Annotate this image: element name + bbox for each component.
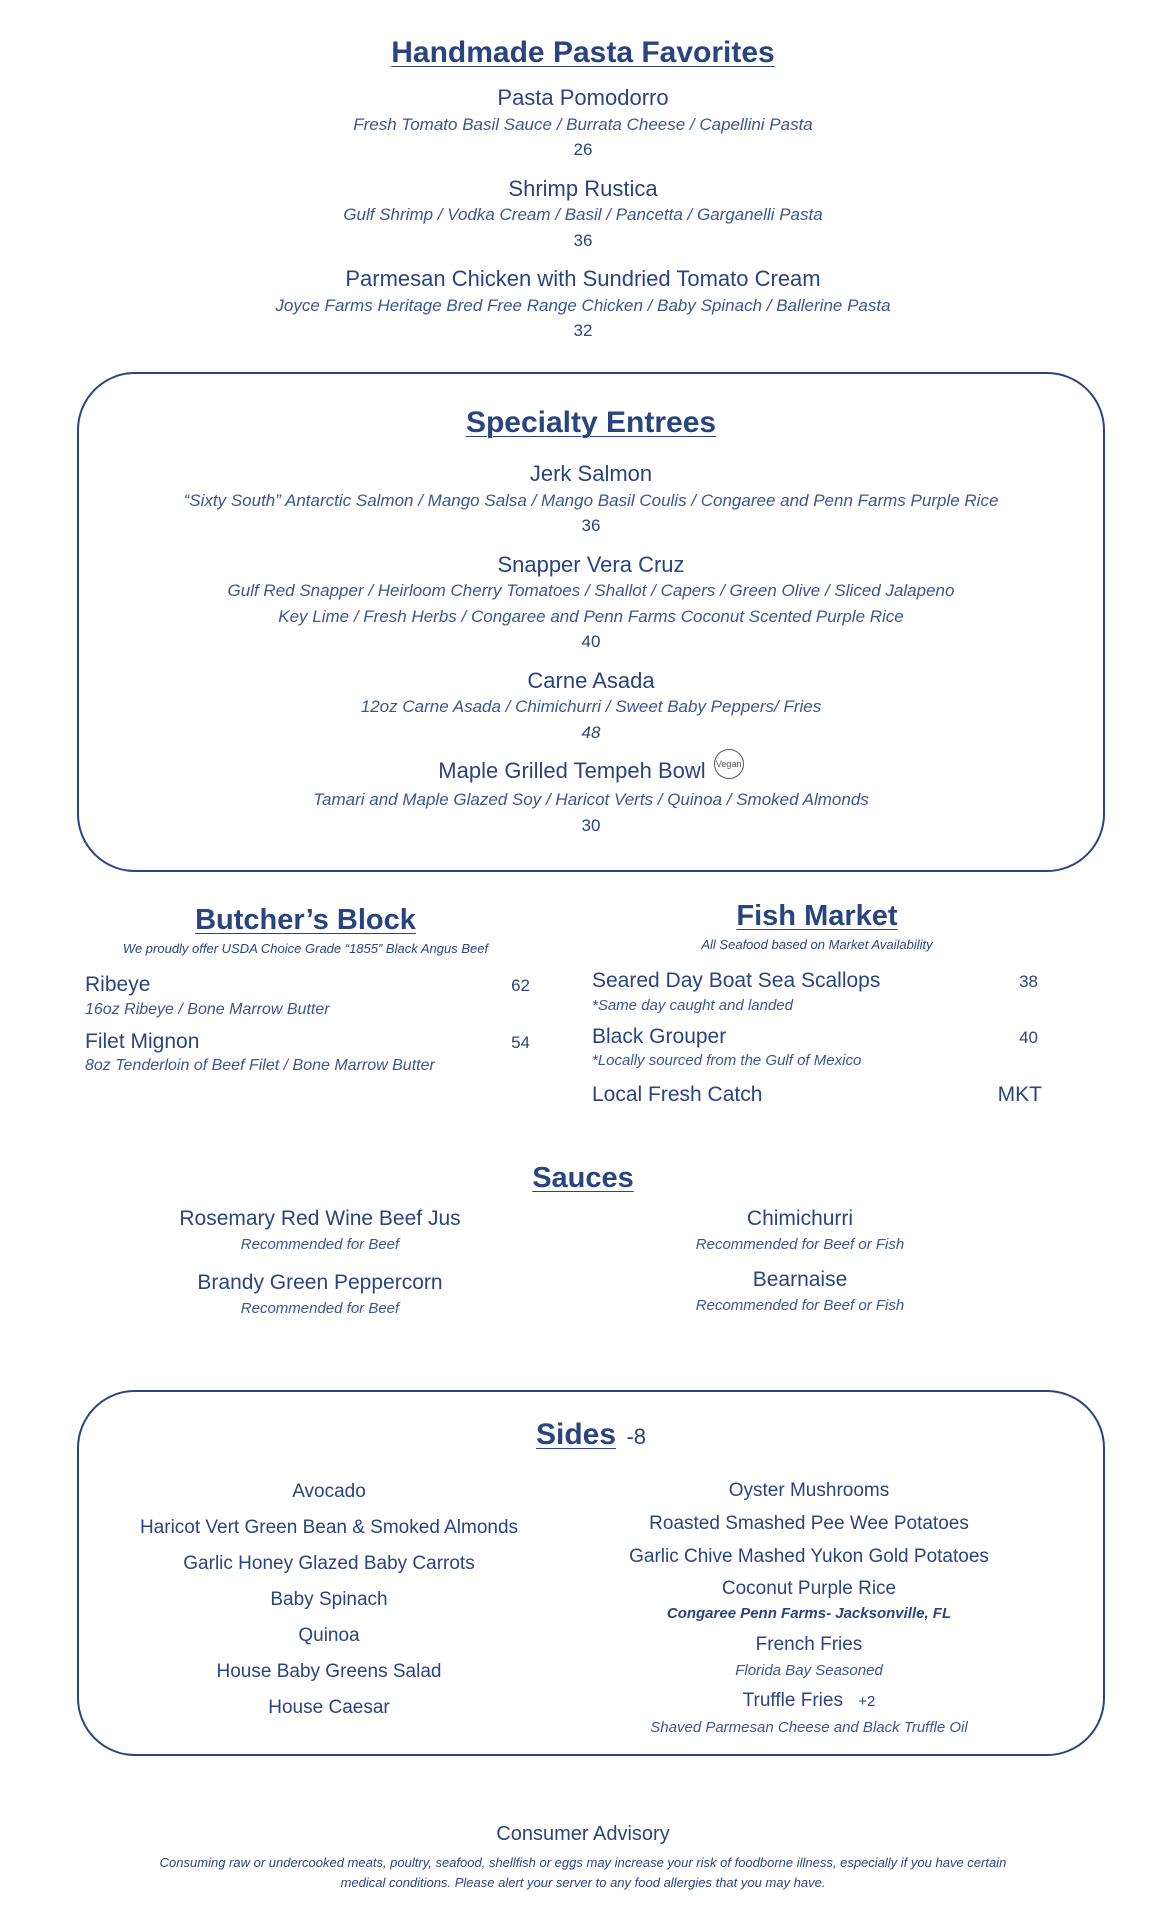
side-item: Baby Spinach [270, 1589, 388, 1610]
butcher-note: We proudly offer USDA Choice Grade “1855” Black Angus Beef [122, 941, 489, 956]
side-item-row [619, 1684, 999, 1719]
dish-name: Snapper Vera Cruz [497, 551, 685, 577]
menu-item [79, 551, 1103, 655]
sides-right-column [619, 1474, 999, 1737]
menu-item [0, 84, 1166, 163]
dish-name: Jerk Salmon [529, 461, 653, 486]
advisory-section [0, 1822, 1166, 1892]
sauce-item [660, 1267, 940, 1314]
sauce-note: Recommended for Beef or Fish [695, 1236, 905, 1254]
sauce-note: Recommended for Beef [240, 1236, 400, 1254]
advisory-title: Consumer Advisory [496, 1823, 670, 1845]
menu-item [0, 175, 1166, 254]
sauce-item [170, 1270, 470, 1317]
dish-price: 40 [1019, 1027, 1038, 1047]
fish-section [592, 900, 1042, 1111]
dish-description-line2: Key Lime / Fresh Herbs / Congaree and Penn Farms Coconut Scented Purple Rice [278, 606, 904, 626]
side-item: Garlic Honey Glazed Baby Carrots [183, 1553, 475, 1574]
dish-description: 16oz Ribeye / Bone Marrow Butter [85, 1000, 330, 1018]
advisory-text [103, 1853, 1063, 1892]
menu-item [85, 972, 530, 1019]
side-note: Shaved Parmesan Cheese and Black Truffle Oil [650, 1719, 968, 1736]
sauces-title: Sauces [532, 1162, 634, 1194]
dish-price: 32 [573, 321, 593, 340]
sauce-name: Rosemary Red Wine Beef Jus [179, 1207, 461, 1230]
sauce-name: Chimichurri [746, 1207, 854, 1230]
sides-title: Sides [535, 1418, 617, 1451]
dish-price: 30 [581, 815, 601, 835]
menu-item [79, 460, 1103, 539]
butcher-section [85, 904, 530, 1075]
sauce-item [660, 1206, 940, 1253]
dish-description: *Locally sourced from the Gulf of Mexico [592, 1052, 862, 1069]
advisory-line-2: medical conditions. Please alert your server to any food allergies that you may have. [340, 1874, 826, 1890]
menu-item [592, 1024, 1042, 1070]
sides-price: -8 [626, 1424, 647, 1449]
sides-left-column [139, 1474, 519, 1726]
sauces-header [0, 1162, 1166, 1195]
fish-note: All Seafood based on Market Availability [701, 937, 933, 952]
dish-price: 62 [511, 976, 530, 995]
sauce-name: Bearnaise [752, 1268, 848, 1291]
side-item: Truffle Fries [742, 1690, 843, 1711]
dish-description: 8oz Tenderloin of Beef Filet / Bone Marrow Butter [85, 1057, 435, 1074]
sauce-note: Recommended for Beef or Fish [695, 1297, 905, 1315]
dish-name: Filet Mignon [85, 1029, 200, 1053]
dish-description: Fresh Tomato Basil Sauce / Burrata Cheese / Capellini Pasta [353, 114, 813, 134]
dish-name: Black Grouper [592, 1024, 727, 1048]
dish-name: Ribeye [85, 973, 151, 996]
menu-item [79, 757, 1103, 838]
dish-name: Shrimp Rustica [508, 175, 658, 201]
side-item: Oyster Mushrooms [728, 1480, 890, 1501]
menu-item [592, 1079, 1042, 1111]
side-item: French Fries [755, 1634, 863, 1655]
side-item: House Baby Greens Salad [216, 1661, 442, 1682]
specialty-title: Specialty Entrees [465, 406, 717, 439]
sauce-name: Brandy Green Peppercorn [197, 1271, 443, 1294]
side-note: Florida Bay Seasoned [735, 1662, 883, 1679]
dish-name: Carne Asada [527, 667, 655, 693]
fish-title: Fish Market [736, 900, 898, 932]
side-upcharge: +2 [858, 1693, 876, 1710]
menu-item [592, 968, 1042, 1014]
dish-name: Maple Grilled Tempeh Bowl [438, 758, 706, 783]
side-note: Congaree Penn Farms- Jacksonville, FL [666, 1605, 952, 1622]
sauce-item [170, 1206, 470, 1253]
dish-name: Parmesan Chicken with Sundried Tomato Cream [345, 266, 821, 291]
side-item: Haricot Vert Green Bean & Smoked Almonds [139, 1517, 519, 1538]
dish-price: 40 [581, 632, 601, 651]
dish-price: 36 [581, 516, 601, 535]
dish-description: “Sixty South” Antarctic Salmon / Mango Salsa / Mango Basil Coulis / Congaree and Penn Farms Purple Rice [183, 490, 999, 510]
butcher-title: Butcher’s Block [195, 904, 416, 936]
pasta-title: Handmade Pasta Favorites [391, 36, 775, 69]
dish-description: Gulf Red Snapper / Heirloom Cherry Tomatoes / Shallot / Capers / Green Olive / Sliced Jalapeno [227, 581, 955, 600]
menu-item [79, 667, 1103, 746]
side-item: House Caesar [268, 1697, 390, 1718]
side-item: Roasted Smashed Pee Wee Potatoes [649, 1513, 969, 1534]
side-item: Quinoa [298, 1625, 360, 1646]
dish-name-row [79, 757, 1103, 787]
vegan-icon: Vegan [714, 749, 744, 779]
dish-description: Joyce Farms Heritage Bred Free Range Chicken / Baby Spinach / Ballerine Pasta [275, 295, 891, 315]
dish-price: 54 [511, 1032, 530, 1052]
specialty-section [77, 372, 1105, 872]
side-item: Avocado [292, 1481, 366, 1502]
side-item: Garlic Chive Mashed Yukon Gold Potatoes [629, 1546, 989, 1567]
dish-price: MKT [997, 1083, 1042, 1106]
sauce-note: Recommended for Beef [240, 1300, 400, 1318]
side-item: Coconut Purple Rice [721, 1578, 897, 1599]
dish-name: Pasta Pomodorro [497, 85, 669, 110]
dish-description: *Same day caught and landed [592, 996, 793, 1014]
dish-price: 26 [573, 140, 593, 159]
dish-price: 48 [581, 722, 601, 742]
sides-section [77, 1390, 1105, 1756]
dish-description: 12oz Carne Asada / Chimichurri / Sweet Baby Peppers/ Fries [360, 697, 822, 716]
dish-name: Seared Day Boat Sea Scallops [592, 969, 881, 992]
dish-price: 38 [1019, 972, 1038, 991]
dish-name: Local Fresh Catch [592, 1083, 763, 1106]
dish-description: Gulf Shrimp / Vodka Cream / Basil / Pancetta / Garganelli Pasta [343, 205, 823, 224]
pasta-section [0, 36, 1166, 356]
menu-item [85, 1029, 530, 1076]
dish-price: 36 [573, 230, 593, 250]
advisory-line-1: Consuming raw or undercooked meats, poultry, seafood, shellfish or eggs may increase your risk of foodborne illness, especially if you have certain [159, 1855, 1007, 1870]
dish-description: Tamari and Maple Glazed Soy / Haricot Verts / Quinoa / Smoked Almonds [313, 790, 869, 810]
menu-item [0, 265, 1166, 344]
